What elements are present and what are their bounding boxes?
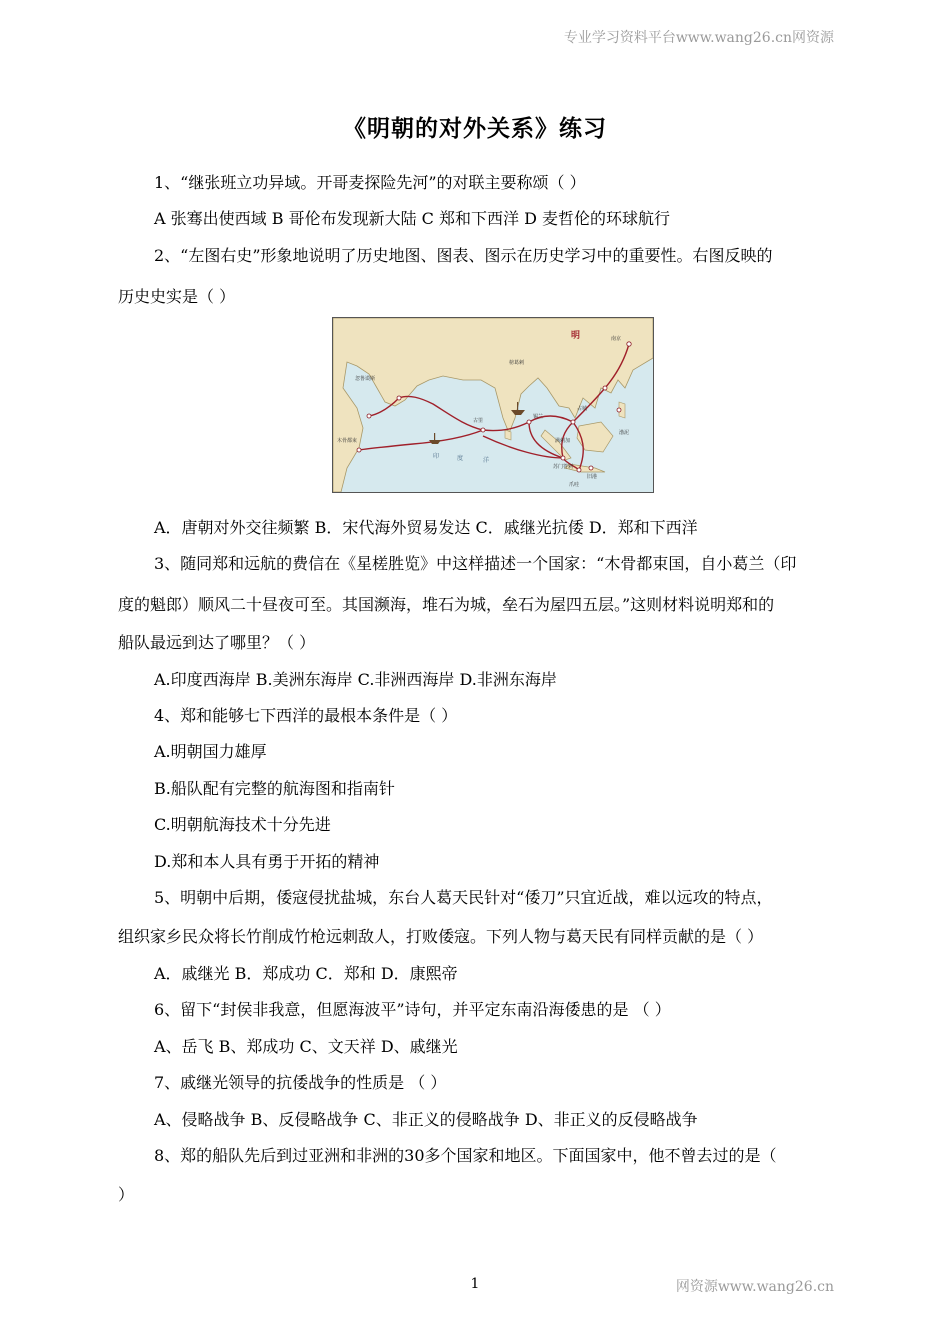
- footer-note: 网资源www.wang26.cn: [675, 1279, 834, 1295]
- question-4-option-d: D.郑和本人具有勇于开拓的精神: [154, 852, 380, 871]
- question-3-line-2: 度的魁郎）顺风二十昼夜可至。其国濒海，堆石为城，垒石为屋四五层。”这则材料说明郑和的: [118, 595, 775, 614]
- map-label-calicut: 古里: [473, 418, 484, 424]
- question-2-options: A．唐朝对外交往频繁 B．宋代海外贸易发达 C．戚继光抗倭 D．郑和下西洋: [154, 518, 698, 537]
- header-note: 专业学习资料平台www.wang26.cn网资源: [563, 30, 834, 46]
- map-label-hormuz: 忽鲁谟斯: [355, 376, 376, 382]
- question-1-options: A 张骞出使西域 B 哥伦布发现新大陆 C 郑和下西洋 D 麦哲伦的环球航行: [154, 209, 670, 228]
- map-label-palembang: 旧港: [587, 474, 598, 480]
- map-label-brunei: 渤泥: [619, 430, 630, 436]
- map-label-yin: 印: [433, 453, 440, 460]
- question-8-continued: ）: [118, 1185, 135, 1204]
- map-label-champa: 占城: [577, 406, 588, 412]
- map-label-samudra: 苏门答剌: [553, 464, 574, 470]
- map-label-nanjing: 南京: [611, 336, 622, 342]
- question-5-line-2: 组织家乡民众将长竹削成竹枪远刺敌人，打败倭寇。下列人物与葛天民有同样贡献的是（ ）: [118, 927, 764, 946]
- map-drawing: [333, 318, 653, 492]
- question-3-options: A.印度西海岸 B.美洲东海岸 C.非洲西海岸 D.非洲东海岸: [154, 670, 557, 689]
- map-label-malacca: 满剌加: [555, 438, 571, 444]
- question-2-continued: 历史史实是（ ）: [118, 287, 236, 306]
- page-title: 《明朝的对外关系》练习: [343, 115, 607, 142]
- question-5: 5、明朝中后期，倭寇侵扰盐城，东台人葛天民针对“倭刀”只宜近战，难以远攻的特点，: [154, 888, 773, 907]
- question-5-options: A．戚继光 B．郑成功 C．郑和 D．康熙帝: [154, 964, 458, 983]
- question-1: 1、“继张班立功异域。开哥麦探险先河”的对联主要称颂（ ）: [154, 173, 586, 192]
- question-4-option-a: A.明朝国力雄厚: [154, 742, 267, 761]
- question-3-line-3: 船队最远到达了哪里？（ ）: [118, 633, 316, 652]
- question-6-options: A、岳飞 B、郑成功 C、文天祥 D、戚继光: [154, 1037, 458, 1056]
- map-label-mogadishu: 木骨都束: [337, 438, 358, 444]
- question-7-options: A、侵略战争 B、反侵略战争 C、非正义的侵略战争 D、非正义的反侵略战争: [154, 1110, 698, 1129]
- question-3: 3、随同郑和远航的费信在《星槎胜览》中这样描述一个国家：“木骨都束国，自小葛兰（印: [154, 554, 797, 573]
- map-label-yang: 洋: [483, 457, 490, 464]
- map-label-bangala: 榜葛剌: [509, 360, 525, 366]
- question-2: 2、“左图右史”形象地说明了历史地图、图表、图示在历史学习中的重要性。右图反映的: [154, 246, 773, 265]
- question-6: 6、留下“封侯非我意，但愿海波平”诗句，并平定东南沿海倭患的是 （ ）: [154, 1000, 671, 1019]
- map-label-java: 爪哇: [569, 482, 580, 488]
- page-number: 1: [470, 1276, 480, 1292]
- map-label-ceylon: 锡兰: [533, 414, 544, 420]
- question-4-option-b: B.船队配有完整的航海图和指南针: [154, 779, 395, 798]
- question-8: 8、郑的船队先后到过亚洲和非洲的30多个国家和地区。下面国家中，他不曾去过的是（: [154, 1146, 777, 1165]
- question-4-option-c: C.明朝航海技术十分先进: [154, 815, 331, 834]
- question-4: 4、郑和能够七下西洋的最根本条件是（ ）: [154, 706, 458, 725]
- map-label-du: 度: [457, 455, 464, 462]
- zheng-he-voyage-map: [332, 317, 654, 493]
- map-label-ming: 明: [571, 331, 581, 341]
- question-7: 7、戚继光领导的抗倭战争的性质是 （ ）: [154, 1073, 447, 1092]
